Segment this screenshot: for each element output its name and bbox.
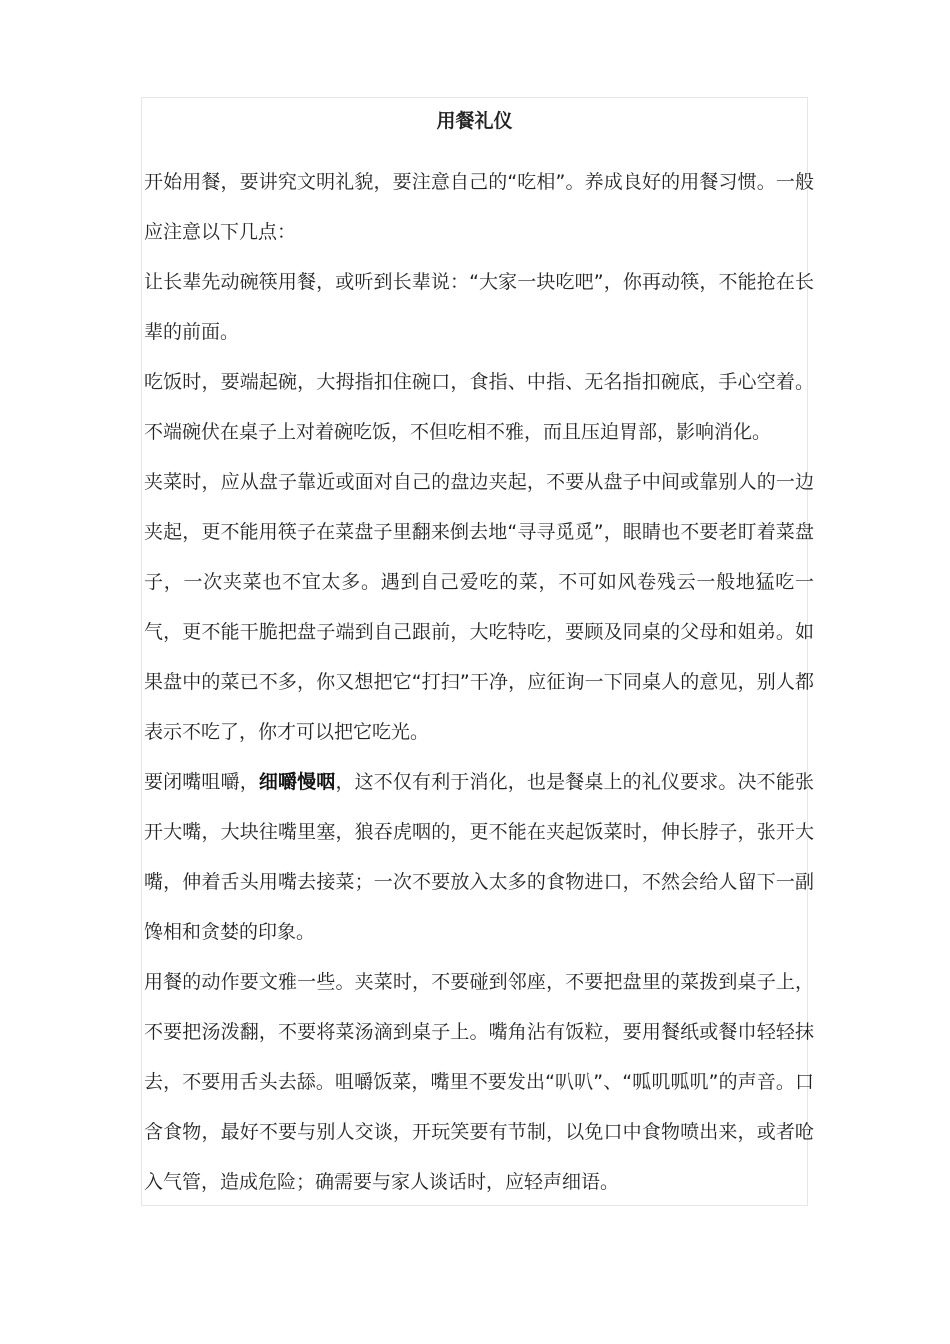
paragraph-picking-food: 夹菜时，应从盘子靠近或面对自己的盘边夹起，不要从盘子中间或靠别人的一边夹起，更不能用筷子在菜盘子里翻来倒去地“寻寻觅觅”，眼睛也不要老盯着菜盘子，一次夹菜也不宜太多。遇到自己爱吃的菜，不可如风卷残云一般地猛吃一气，更不能干脆把盘子端到自己跟前，大吃特吃，要顾及同桌的父母和姐弟。如果盘中的菜已不多，你又想把它“打扫”干净，应征询一下同桌人的意见，别人都表示不吃了，你才可以把它吃光。 [144,471,814,743]
paragraph-intro: 开始用餐，要讲究文明礼貌，要注意自己的“吃相”。养成良好的用餐习惯。一般应注意以下几点： [144,171,814,243]
paragraph-holding-bowl: 吃饭时，要端起碗，大拇指扣住碗口，食指、中指、无名指扣碗底，手心空着。不端碗伏在桌子上对着碗吃饭，不但吃相不雅，而且压迫胃部，影响消化。 [144,371,814,443]
paragraph-chewing [144,757,814,957]
chewing-text-prefix: 要闭嘴咀嚼， [144,771,259,793]
document-body [144,157,814,1207]
document-title: 用餐礼仪 [436,110,513,132]
paragraph-elders-first: 让长辈先动碗筷用餐，或听到长辈说：“大家一块吃吧”，你再动筷，不能抢在长辈的前面。 [144,271,814,343]
chewing-text-suffix: ，这不仅有利于消化，也是餐桌上的礼仪要求。决不能张开大嘴，大块往嘴里塞，狼吞虎咽的，更不能在夹起饭菜时，伸长脖子，张开大嘴，伸着舌头用嘴去接菜；一次不要放入太多的食物进口，不然会给人留下一副馋相和贪婪的印象。 [144,771,814,943]
paragraph-graceful-manners: 用餐的动作要文雅一些。夹菜时，不要碰到邻座，不要把盘里的菜拨到桌子上，不要把汤泼翻，不要将菜汤滴到桌子上。嘴角沾有饭粒，要用餐纸或餐巾轻轻抹去，不要用舌头去舔。咀嚼饭菜，嘴里不要发出“叭叭”、“呱叽呱叽”的声音。口含食物，最好不要与别人交谈，开玩笑要有节制，以免口中食物喷出来，或者呛入气管，造成危险；确需要与家人谈话时，应轻声细语。 [144,971,814,1193]
chewing-emphasis: 细嚼慢咽 [258,771,336,793]
